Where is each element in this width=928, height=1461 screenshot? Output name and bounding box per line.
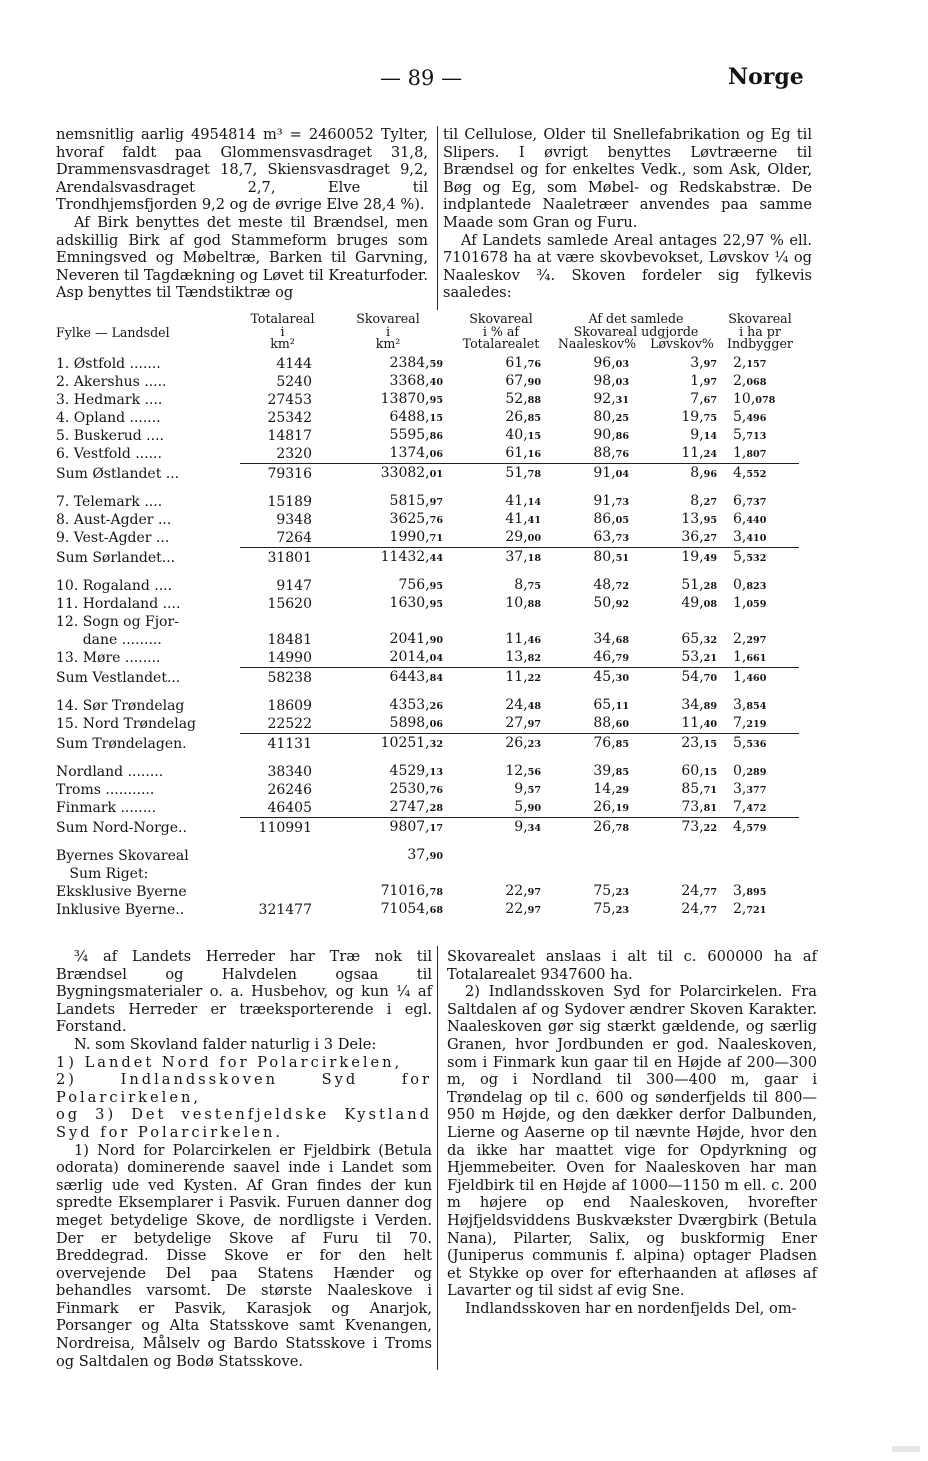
- cell-lov: 7,67: [690, 390, 717, 407]
- cell-pct: 41,41: [505, 510, 541, 527]
- cell-pct: 26,85: [505, 408, 541, 425]
- cell-ha: 7,219: [733, 714, 767, 731]
- cell-total: 46405: [267, 799, 312, 816]
- cell-naale: 75,23: [593, 882, 629, 899]
- cell-lov: 24,77: [681, 900, 717, 917]
- cell-naale: 14,29: [593, 780, 629, 797]
- cell-name: Byernes Skovareal: [56, 847, 189, 864]
- cell-name: 9. Vest-Agder ...: [56, 530, 170, 546]
- cell-pct: [451, 847, 551, 865]
- body-paragraph: Indlandsskoven har en nordenfjelds Del, om-: [465, 1299, 797, 1317]
- cell-total: [240, 613, 325, 631]
- cell-total: 14990: [267, 649, 312, 666]
- cell-ha: 4,552: [721, 463, 799, 483]
- table-row: [56, 847, 799, 865]
- cell-total: 9147: [276, 577, 312, 594]
- body-paragraph: 2) Indlandsskoven Syd for Polarcirkelen,: [56, 1071, 432, 1106]
- cell-lov: 36,27: [681, 528, 717, 545]
- cell-naale: 96,03: [593, 354, 629, 371]
- cell-ha: 6,737: [733, 492, 767, 509]
- table-row: [56, 781, 799, 799]
- cell-skov: 9807,17: [325, 817, 451, 837]
- cell-naale: 50,92: [593, 594, 629, 611]
- table-row: [56, 613, 799, 631]
- cell-lov: 24,77: [681, 882, 717, 899]
- cell-pct: 9,57: [514, 780, 541, 797]
- cell-skov: 2041,90: [389, 630, 443, 647]
- cell-ha: [721, 865, 799, 883]
- cell-total: 15189: [267, 493, 312, 510]
- cell-total: 2320: [276, 445, 312, 462]
- cell-naale: 26,19: [593, 798, 629, 815]
- cell-pct: 11,46: [505, 630, 541, 647]
- cell-pct: 67,90: [505, 372, 541, 389]
- cell-lov: 8,96: [643, 463, 721, 483]
- cell-lov: 49,08: [681, 594, 717, 611]
- table-row: [56, 577, 799, 595]
- cell-pct: 51,78: [451, 463, 551, 483]
- cell-pct: [451, 613, 551, 631]
- cell-lov: 11,24: [681, 444, 717, 461]
- cell-ha: 5,536: [721, 733, 799, 753]
- cell-naale: 91,73: [593, 492, 629, 509]
- cell-pct: 22,97: [505, 900, 541, 917]
- cell-naale: 65,11: [593, 696, 629, 713]
- cell-pct: 41,14: [505, 492, 541, 509]
- cell-naale: [551, 865, 643, 883]
- table-row: [56, 901, 799, 919]
- cell-naale: 80,51: [551, 547, 643, 567]
- table-row: [56, 409, 799, 427]
- cell-total: 22522: [267, 715, 312, 732]
- cell-naale: 34,68: [593, 630, 629, 647]
- cell-lov: 34,89: [681, 696, 717, 713]
- cell-total: 27453: [267, 391, 312, 408]
- cell-skov: 10251,32: [325, 733, 451, 753]
- column-header-total: Totalareal i km²: [250, 311, 315, 351]
- intro-paragraph: Af Birk benyttes det meste til Brændsel, men adskillig Birk af god Stammeform bruges som Emningsved og Møbeltræ, Barken til Garvning, Neveren til Tagdækning og Løvet til Kreaturfoder. Asp benyttes til Tændstiktræ og: [56, 213, 428, 302]
- cell-lov: 8,27: [690, 492, 717, 509]
- table-row: [56, 631, 799, 649]
- cell-ha: 2,297: [733, 630, 767, 647]
- cell-lov: 53,21: [681, 648, 717, 665]
- column-header-skov: Skovareal i km²: [356, 311, 420, 351]
- cell-name: 8. Aust-Agder ...: [56, 511, 172, 528]
- body-paragraph: Skovarealet anslaas i alt til c. 600000 ha af Totalarealet 9347600 ha.: [447, 948, 817, 983]
- cell-naale: 90,86: [593, 426, 629, 443]
- cell-skov: 11432,44: [325, 547, 451, 567]
- cell-name: Inklusive Byerne..: [56, 901, 185, 918]
- intro-right-column: [443, 126, 812, 302]
- cell-total: 5240: [276, 373, 312, 390]
- cell-name: Sum Nord-Norge..: [56, 819, 187, 836]
- cell-total: 58238: [240, 667, 325, 687]
- cell-naale: 88,60: [593, 714, 629, 731]
- cell-ha: 5,713: [733, 426, 767, 443]
- cell-total: 25342: [267, 409, 312, 426]
- cell-ha: 4,579: [721, 817, 799, 837]
- cell-skov: [325, 865, 451, 883]
- cell-ha: 3,895: [733, 882, 767, 899]
- cell-name: Eksklusive Byerne: [56, 883, 187, 900]
- cell-naale: 88,76: [593, 444, 629, 461]
- cell-total: 9348: [276, 511, 312, 528]
- body-paragraph: ¾ af Landets Herreder har Træ nok til Brændsel og Halvdelen ogsaa til Bygningsmaterialer o. a. Husbehov, og kun ¼ af Landets Herreder er træeksporterende i egl. Forstand.: [56, 948, 432, 1036]
- cell-total: 26246: [267, 781, 312, 798]
- cell-name: Nordland ........: [56, 763, 164, 780]
- cell-name: 15. Nord Trøndelag: [56, 716, 197, 732]
- table-row: [56, 529, 799, 548]
- cell-skov: 37,90: [407, 846, 443, 863]
- cell-naale: 98,03: [593, 372, 629, 389]
- cell-lov: 73,22: [643, 817, 721, 837]
- cell-naale: 46,79: [593, 648, 629, 665]
- intro-paragraph: til Cellulose, Older til Snellefabrikation og Eg til Slipers. I øvrigt benyttes Løvtræerne til Brændsel og for enkeltes Vedk., som Ask, Older, Bøg og Eg, som Møbel- og Redskabstræ. De indplantede Naaletræer anvendes paa samme Maade som Gran og Furu.: [443, 126, 812, 231]
- cell-total: 18481: [267, 631, 312, 648]
- cell-naale: 75,23: [593, 900, 629, 917]
- cell-pct: 13,82: [505, 648, 541, 665]
- cell-name: 1. Østfold .......: [56, 355, 161, 372]
- cell-skov: 2530,76: [389, 780, 443, 797]
- table-spacer: [56, 687, 799, 697]
- cell-skov: 6488,15: [389, 408, 443, 425]
- cell-pct: 8,75: [514, 576, 541, 593]
- table-row: [56, 493, 799, 511]
- table-sum-row: [56, 463, 799, 483]
- cell-ha: 3,410: [733, 528, 767, 545]
- cell-ha: 2,068: [733, 372, 767, 389]
- cell-skov: 1990,71: [389, 528, 443, 545]
- table-row: [56, 355, 799, 373]
- cell-skov: 5815,97: [389, 492, 443, 509]
- cell-skov: 4529,13: [389, 762, 443, 779]
- cell-total: 79316: [240, 463, 325, 483]
- cell-lov: 19,75: [681, 408, 717, 425]
- table-row: [56, 649, 799, 668]
- cell-pct: 52,88: [505, 390, 541, 407]
- cell-lov: 3,97: [690, 354, 717, 371]
- cell-pct: 37,18: [451, 547, 551, 567]
- cell-skov: 33082,01: [325, 463, 451, 483]
- cell-lov: 85,71: [681, 780, 717, 797]
- cell-name: Sum Sørlandet...: [56, 549, 176, 566]
- cell-naale: 45,30: [551, 667, 643, 687]
- table-row: [56, 799, 799, 818]
- cell-naale: 91,04: [551, 463, 643, 483]
- cell-naale: 39,85: [593, 762, 629, 779]
- cell-lov: 60,15: [681, 762, 717, 779]
- cell-total: 4144: [276, 355, 312, 372]
- intro-left-column: [56, 126, 428, 302]
- table-row: [56, 391, 799, 409]
- cell-total: 110991: [240, 817, 325, 837]
- column-header-fylke: Fylke — Landsdel: [56, 324, 170, 340]
- cell-skov: 71054,68: [380, 900, 443, 917]
- cell-ha: 0,823: [733, 576, 767, 593]
- cell-skov: 1374,06: [389, 444, 443, 461]
- cell-ha: 10,078: [733, 390, 776, 407]
- cell-skov: 756,95: [398, 576, 443, 593]
- cell-naale: [551, 613, 643, 631]
- cell-total: 14817: [267, 427, 312, 444]
- cell-ha: 5,532: [721, 547, 799, 567]
- forest-area-table: [56, 313, 846, 919]
- cell-pct: 12,56: [505, 762, 541, 779]
- cell-ha: 0,289: [733, 762, 767, 779]
- table-row: [56, 595, 799, 613]
- cell-name: 11. Hordaland ....: [56, 595, 181, 612]
- table-row: [56, 865, 799, 883]
- table-row: [56, 763, 799, 781]
- cell-naale: 48,72: [593, 576, 629, 593]
- cell-name: 5. Buskerud ....: [56, 427, 164, 444]
- table-sum-row: [56, 547, 799, 567]
- cell-name: Finmark ........: [56, 800, 157, 816]
- cell-skov: 6443,84: [325, 667, 451, 687]
- running-title: Norge: [728, 64, 804, 90]
- table-row: [56, 511, 799, 529]
- cell-name: Sum Trøndelagen.: [56, 735, 187, 752]
- cell-ha: 5,496: [733, 408, 767, 425]
- table-row: [56, 445, 799, 464]
- cell-skov: 71016,78: [380, 882, 443, 899]
- cell-lov: [643, 865, 721, 883]
- cell-lov: 9,14: [690, 426, 717, 443]
- cell-name: Sum Riget:: [56, 865, 149, 882]
- cell-ha: [721, 847, 799, 865]
- page-number: — 89 —: [380, 66, 463, 90]
- cell-total: 31801: [240, 547, 325, 567]
- intro-paragraph: Af Landets samlede Areal antages 22,97 % ell. 7101678 ha at være skovbevokset, Løvskov ¼ og Naaleskov ¾. Skoven fordeler sig fylkevis saaledes:: [443, 231, 812, 302]
- cell-ha: 2,157: [733, 354, 767, 371]
- cell-skov: 2384,59: [389, 354, 443, 371]
- table-row: [56, 697, 799, 715]
- cell-naale: 92,31: [593, 390, 629, 407]
- cell-pct: 29,00: [505, 528, 541, 545]
- table-spacer: [56, 837, 799, 847]
- cell-pct: 11,22: [451, 667, 551, 687]
- table-row: [56, 883, 799, 901]
- cell-skov: 3368,40: [389, 372, 443, 389]
- body-paragraph: 1) Nord for Polarcirkelen er Fjeldbirk (Betula odorata) dominerende saavel inde i Landet som særlig ude ved Kysten. Af Gran findes der kun spredte Eksemplarer i Pasvik. Furuen danner dog meget betydelige Skove, de nordligste i Verden. Der er betydelige Skove af Furu til 70. Breddegrad. Disse Skove er for den helt overvejende Del paa Statens Hænder og behandles varsomt. De største Naaleskove i Finmark er Pasvik, Karasjok og Anarjok, Porsanger og Alta Statsskove samt Kvenangen, Nordreisa, Målselv og Bardo Statsskove i Troms og Saltdalen og Bodø Statsskove.: [56, 1141, 432, 1370]
- cell-ha: 2,721: [733, 900, 767, 917]
- cell-skov: 13870,95: [380, 390, 443, 407]
- cell-skov: 2014,04: [389, 648, 443, 665]
- cell-ha: 3,377: [733, 780, 767, 797]
- cell-name: dane .........: [56, 631, 162, 648]
- cell-naale: 80,25: [593, 408, 629, 425]
- cell-pct: 27,97: [505, 714, 541, 731]
- table-spacer: [56, 483, 799, 493]
- cell-lov: 54,70: [643, 667, 721, 687]
- column-header-pct: Skovareal i % af Totalarealet: [462, 311, 540, 351]
- table-row: [56, 715, 799, 734]
- cell-lov: 51,28: [681, 576, 717, 593]
- cell-total: [240, 883, 325, 901]
- cell-naale: [551, 847, 643, 865]
- table-sum-row: [56, 817, 799, 837]
- cell-pct: [451, 865, 551, 883]
- cell-naale: 86,05: [593, 510, 629, 527]
- cell-total: 15620: [267, 595, 312, 612]
- cell-lov: [643, 847, 721, 865]
- cell-pct: 5,90: [514, 798, 541, 815]
- cell-naale: 76,85: [551, 733, 643, 753]
- body-paragraph: N. som Skovland falder naturlig i 3 Dele:: [74, 1035, 377, 1053]
- column-header-naale: Naaleskov%: [557, 336, 637, 351]
- cell-ha: [721, 613, 799, 631]
- cell-name: Troms ...........: [56, 781, 155, 798]
- table-row: [56, 373, 799, 391]
- cell-total: 41131: [240, 733, 325, 753]
- cell-total: 7264: [276, 529, 312, 546]
- table-spacer: [56, 753, 799, 763]
- cell-name: 10. Rogaland ....: [56, 577, 173, 594]
- cell-name: 2. Akershus .....: [56, 373, 167, 390]
- cell-lov: 73,81: [681, 798, 717, 815]
- column-divider: [437, 946, 438, 1370]
- body-paragraph: 2) Indlandsskoven Syd for Polarcirkelen. Fra Saltdalen af og Sydover ændrer Skoven Karakter. Naaleskoven gør sig stærkt gældende, og særlig Granen, hvor Jordbunden er god. Naaleskoven, som i Finmark kun gaar til en Højde af 200—300 m, og i Nordland til 300—400 m, gaar i Trøndelag op til c. 600 og sønderfjelds til 800—950 m Højde, og den dækker derfor Dalbunden, Lierne og Aaserne op til nævnte Højde, hvor den da ikke har maattet vige for Opdyrkning og Hjemmebeiter. Oven for Naaleskoven har man Fjeldbirk til en Højde af 1000—1150 m ell. c. 200 m højere op end Naaleskoven, hvorefter Højfjeldsviddens Buskvækster Dværgbirk (Betula Nana), Pilarter, Salix, og buskformig Ener (Juniperus communis f. alpina) optager Pladsen et Stykke op over for efterhaanden at afløses af Lavarter og til sidst af evig Sne.: [447, 983, 817, 1300]
- table-row: [56, 427, 799, 445]
- body-left-column: [56, 948, 432, 1370]
- cell-total: 321477: [258, 901, 312, 918]
- column-header-ha: Skovareal i ha pr Indbygger: [727, 311, 793, 351]
- cell-name: 4. Opland .......: [56, 409, 161, 426]
- cell-skov: 4353,26: [389, 696, 443, 713]
- cell-pct: 26,23: [451, 733, 551, 753]
- cell-total: 18609: [267, 697, 312, 714]
- cell-ha: 1,059: [733, 594, 767, 611]
- body-paragraph: 1) Landet Nord for Polarcirkelen,: [56, 1053, 403, 1071]
- body-right-column: [447, 948, 817, 1317]
- cell-ha: 3,854: [733, 696, 767, 713]
- body-paragraph: og 3) Det vestenfjeldske Kystland Syd for Polarcirkelen.: [56, 1106, 432, 1141]
- cell-skov: 5898,06: [389, 714, 443, 731]
- cell-pct: 10,88: [505, 594, 541, 611]
- cell-skov: 1630,95: [389, 594, 443, 611]
- cell-lov: 19,49: [643, 547, 721, 567]
- cell-ha: 1,807: [733, 444, 767, 461]
- cell-pct: 40,15: [505, 426, 541, 443]
- cell-pct: 24,48: [505, 696, 541, 713]
- cell-lov: 23,15: [643, 733, 721, 753]
- cell-lov: 11,40: [681, 714, 717, 731]
- column-header-lov: Løvskov%: [650, 336, 714, 351]
- cell-name: Sum Vestlandet...: [56, 669, 181, 686]
- scan-smudge: [892, 1446, 920, 1452]
- cell-naale: 26,78: [551, 817, 643, 837]
- cell-lov: [643, 613, 721, 631]
- table-header-row: [56, 313, 799, 338]
- intro-paragraph: nemsnitlig aarlig 4954814 m³ = 2460052 Tylter, hvoraf faldt paa Glommensvasdraget 31,8, Drammensvasdraget 18,7, Skiensvasdraget 9,2, Arendalsvasdraget 2,7, Elve til Trondhjemsfjorden 9,2 og de øvrige Elve 28,4 %).: [56, 126, 428, 214]
- cell-lov: 65,32: [681, 630, 717, 647]
- cell-total: [240, 865, 325, 883]
- table-sum-row: [56, 667, 799, 687]
- column-header-group: Af det samlede Skovareal udgjorde: [573, 311, 699, 339]
- cell-ha: 6,440: [733, 510, 767, 527]
- cell-name: 14. Sør Trøndelag: [56, 697, 185, 714]
- cell-ha: 1,661: [733, 648, 767, 665]
- cell-skov: [325, 613, 451, 631]
- cell-skov: 5595,86: [389, 426, 443, 443]
- cell-skov: 2747,28: [389, 798, 443, 815]
- cell-name: Sum Østlandet ...: [56, 465, 180, 482]
- cell-naale: 63,73: [593, 528, 629, 545]
- cell-pct: 22,97: [505, 882, 541, 899]
- cell-skov: 3625,76: [389, 510, 443, 527]
- column-divider: [437, 126, 438, 310]
- cell-name: 6. Vestfold ......: [56, 446, 162, 462]
- cell-pct: 9,34: [451, 817, 551, 837]
- cell-lov: 1,97: [690, 372, 717, 389]
- table-sum-row: [56, 733, 799, 753]
- cell-name: 12. Sogn og Fjor-: [56, 613, 179, 630]
- cell-name: 7. Telemark ....: [56, 493, 163, 510]
- cell-pct: 61,76: [505, 354, 541, 371]
- cell-pct: 61,16: [505, 444, 541, 461]
- cell-ha: 1,460: [721, 667, 799, 687]
- page-header: [0, 62, 928, 98]
- cell-name: 13. Møre ........: [56, 650, 161, 666]
- cell-name: 3. Hedmark ....: [56, 391, 163, 408]
- table-spacer: [56, 567, 799, 577]
- cell-total: 38340: [267, 763, 312, 780]
- cell-lov: 13,95: [681, 510, 717, 527]
- cell-total: [240, 847, 325, 865]
- cell-ha: 7,472: [733, 798, 767, 815]
